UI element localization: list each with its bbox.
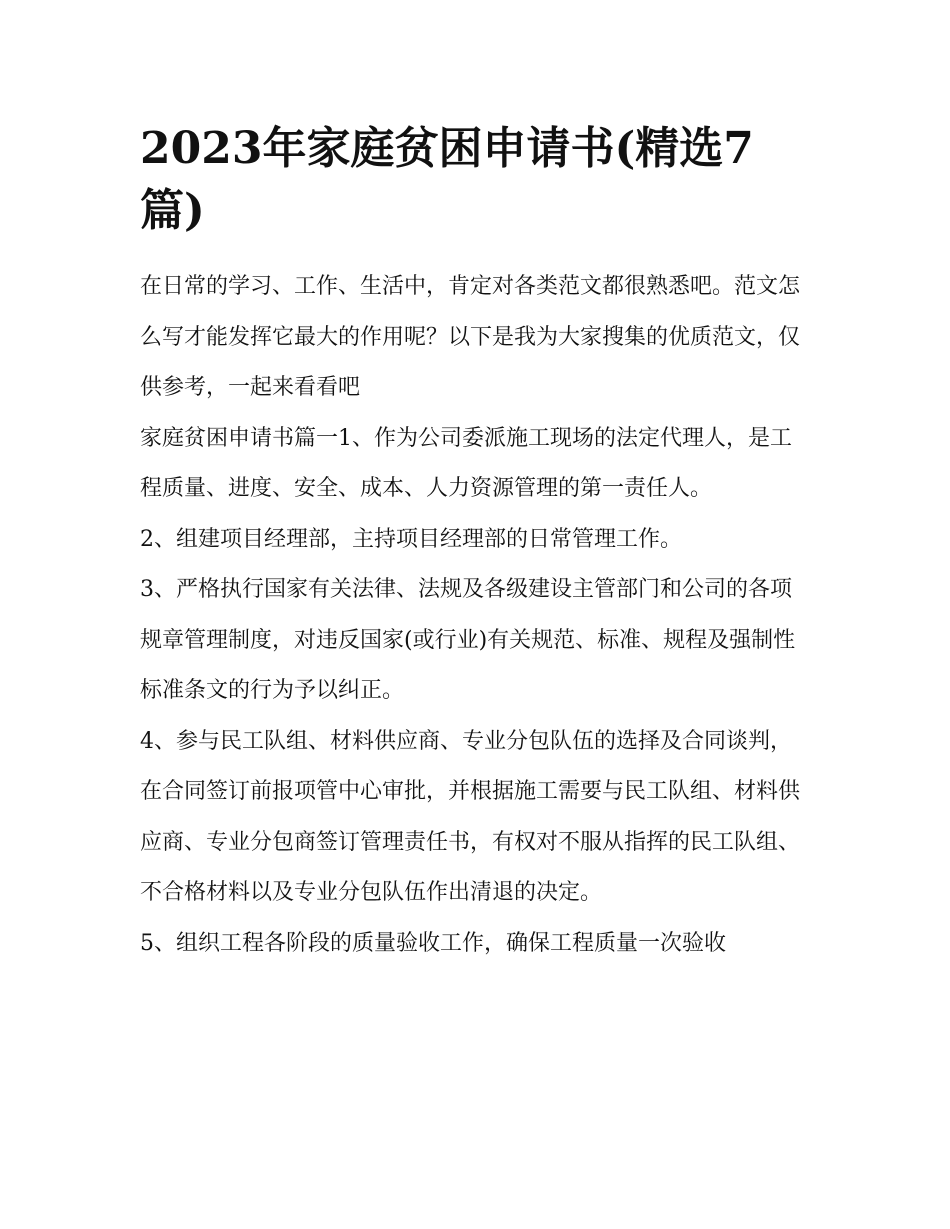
paragraph-item-4: 4、参与民工队组、材料供应商、专业分包队伍的选择及合同谈判，在合同签订前报项管中心审批，并根据施工需要与民工队组、材料供应商、专业分包商签订管理责任书，有权对不服从指挥的民工队组、不合格材料以及专业分包队伍作出清退的决定。 [140, 728, 801, 905]
intro-paragraph: 在日常的学习、工作、生活中，肯定对各类范文都很熟悉吧。范文怎么写才能发挥它最大的作用呢？以下是我为大家搜集的优质范文，仅供参考，一起来看看吧 [140, 274, 801, 400]
paragraph-item-2: 2、组建项目经理部，主持项目经理部的日常管理工作。 [140, 526, 682, 552]
document-title: 2023年家庭贫困申请书(精选7篇) [140, 123, 754, 236]
paragraph-item-3: 3、严格执行国家有关法律、法规及各级建设主管部门和公司的各项规章管理制度，对违反国家(或行业)有关规范、标准、规程及强制性标准条文的行为予以纠正。 [140, 577, 796, 703]
document-page [140, 118, 812, 969]
document-body [140, 262, 812, 969]
paragraph-item-1: 家庭贫困申请书篇一1、作为公司委派施工现场的法定代理人，是工程质量、进度、安全、成本、人力资源管理的第一责任人。 [140, 425, 792, 501]
paragraph-item-5: 5、组织工程各阶段的质量验收工作，确保工程质量一次验收 [140, 930, 726, 956]
